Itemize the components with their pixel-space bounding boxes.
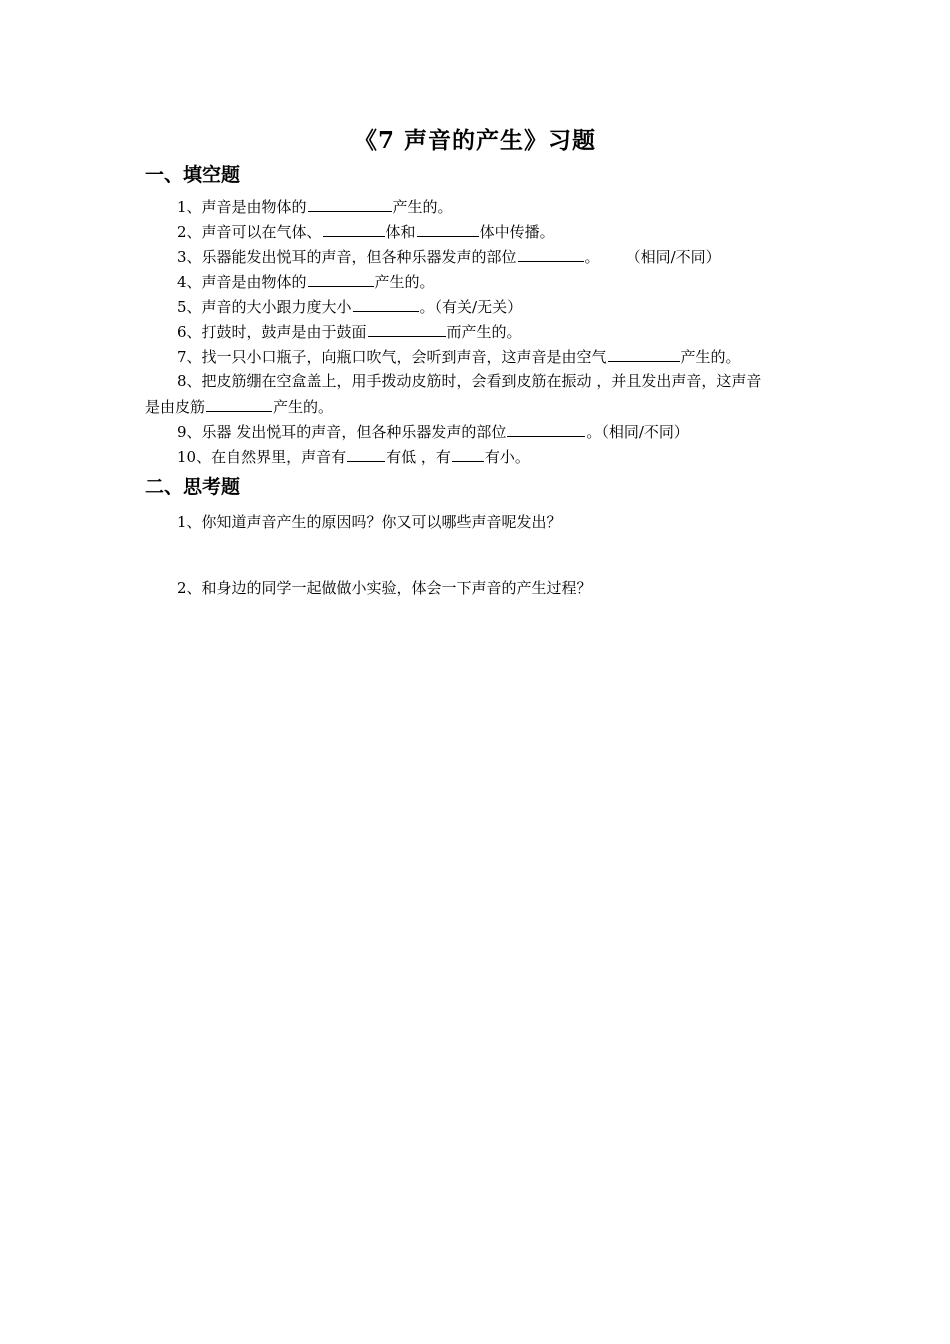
question-8: 8、把皮筋绷在空盒盖上，用手拨动皮筋时，会看到皮筋在振动 ，并且发出声音，这声音 xyxy=(177,372,762,390)
answer-blank[interactable] xyxy=(452,446,484,462)
question-1: 1、声音是由物体的 产生的。 xyxy=(177,198,453,216)
thinking-question-1: 1、你知道声音产生的原因吗？你又可以哪些声音呢发出？ xyxy=(177,513,562,531)
question-4: 4、声音是由物体的 产生的。 xyxy=(177,273,435,291)
question-9: 9、乐器 发出悦耳的声音，但各种乐器发声的部位 。（相同/不同） xyxy=(177,423,689,441)
question-5: 5、声音的大小跟力度大小 。（有关/无关） xyxy=(177,298,523,316)
thinking-question-2: 2、和身边的同学一起做做小实验，体会一下声音的产生过程？ xyxy=(177,579,592,597)
question-7: 7、找一只小口瓶子，向瓶口吹气，会听到声音，这声音是由空气 产生的。 xyxy=(177,348,741,366)
page-title: 《7 声音的产生》习题 xyxy=(353,127,596,154)
answer-blank[interactable] xyxy=(518,246,584,262)
question-8-continued: 是由皮筋 产生的。 xyxy=(145,398,334,416)
answer-blank[interactable] xyxy=(417,221,479,237)
question-6: 6、打鼓时，鼓声是由于鼓面 而产生的。 xyxy=(177,323,522,341)
answer-blank[interactable] xyxy=(206,396,272,412)
answer-blank[interactable] xyxy=(507,421,585,437)
section-heading-thinking: 二、思考题 xyxy=(145,476,241,498)
question-2: 2、声音可以在气体、 体和 体中传播。 xyxy=(177,223,555,241)
answer-blank[interactable] xyxy=(347,446,385,462)
question-10: 10、在自然界里，声音有 有低 ，有 有小。 xyxy=(177,448,530,466)
answer-blank[interactable] xyxy=(353,296,419,312)
section-heading-fill-blank: 一、填空题 xyxy=(145,164,241,186)
answer-blank[interactable] xyxy=(323,221,385,237)
question-3: 3、乐器能发出悦耳的声音，但各种乐器发声的部位 。 （相同/不同） xyxy=(177,248,721,266)
answer-blank[interactable] xyxy=(308,271,374,287)
answer-blank[interactable] xyxy=(368,321,446,337)
answer-blank[interactable] xyxy=(308,196,392,212)
answer-blank[interactable] xyxy=(608,346,680,362)
